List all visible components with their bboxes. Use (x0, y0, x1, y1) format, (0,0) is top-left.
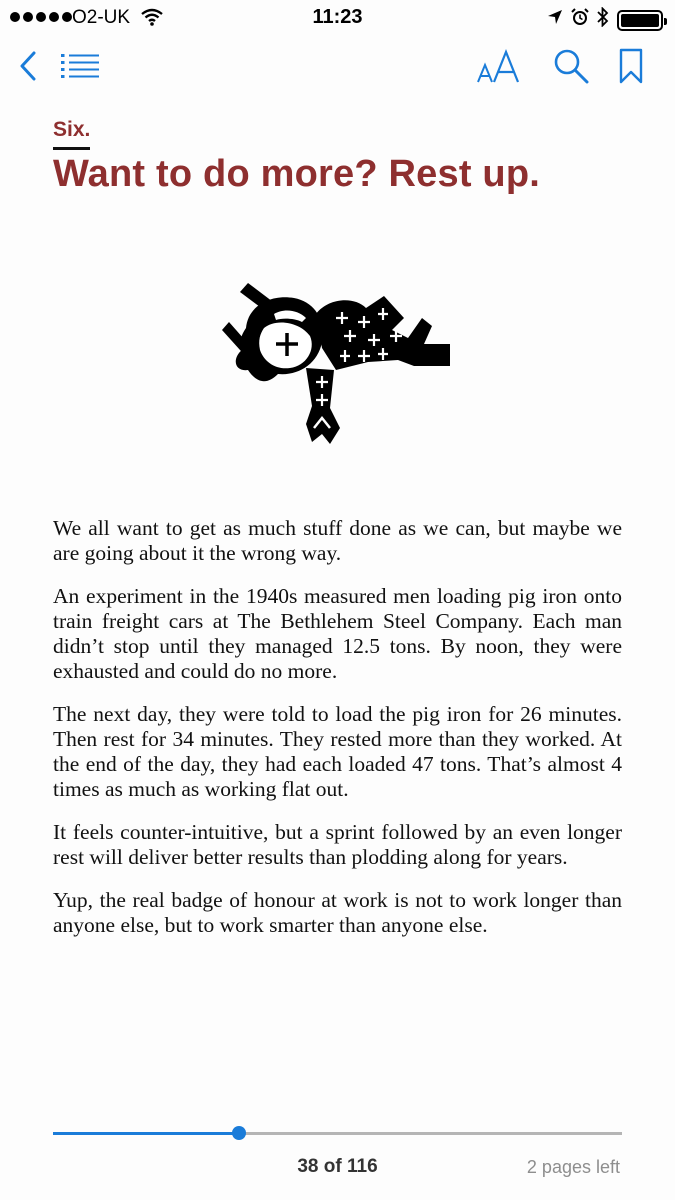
font-size-icon (476, 48, 522, 89)
font-settings-button[interactable] (470, 46, 528, 90)
body-paragraph: Yup, the real badge of honour at work is not to work longer than anyone else, but to work smarter than anyone else. (53, 888, 622, 937)
location-arrow-icon (547, 9, 563, 31)
body-paragraph: The next day, they were told to load the pig iron for 26 minutes. Then rest for 34 minutes. They rested more than they worked. At the end of the day, they had each loaded 47 tons. That’s almost 4 times as much as working flat out. (53, 702, 622, 801)
body-paragraph: We all want to get as much stuff done as we can, but maybe we are going about it the wrong way. (53, 516, 622, 565)
page-indicator: 38 of 116 (297, 1156, 378, 1177)
scrubber-fill (53, 1132, 239, 1135)
body-paragraph: An experiment in the 1940s measured men loading pig iron onto train freight cars at The Bethlehem Steel Company. Each man didn’t stop until they managed 12.5 tons. By noon, they were exhausted and could do no more. (53, 584, 622, 683)
status-bar (0, 0, 675, 36)
chapter-illustration (218, 278, 458, 450)
back-button[interactable] (10, 46, 46, 90)
battery-icon (617, 10, 663, 31)
scrubber-thumb[interactable] (232, 1126, 246, 1140)
clock: 11:23 (312, 6, 363, 28)
page-scrubber[interactable] (53, 1132, 622, 1136)
chapter-title: Want to do more? Rest up. (53, 153, 541, 195)
bookmark-icon (619, 48, 643, 89)
search-button[interactable] (548, 46, 594, 90)
carrier-label: O2-UK (72, 7, 131, 28)
search-icon (553, 48, 589, 89)
chapter-number: Six. (53, 118, 91, 141)
alarm-clock-icon (571, 8, 589, 32)
bluetooth-icon (597, 7, 609, 33)
chapter-body (53, 516, 622, 956)
list-icon (61, 53, 99, 84)
chapter-divider (53, 147, 90, 150)
pages-left-label: 2 pages left (526, 1157, 620, 1177)
reader-toolbar (0, 40, 675, 96)
chevron-left-icon (18, 51, 38, 86)
bookmark-button[interactable] (610, 46, 652, 90)
table-of-contents-button[interactable] (56, 46, 104, 90)
body-paragraph: It feels counter-intuitive, but a sprint followed by an even longer rest will deliver better results than plodding along for years. (53, 820, 622, 869)
